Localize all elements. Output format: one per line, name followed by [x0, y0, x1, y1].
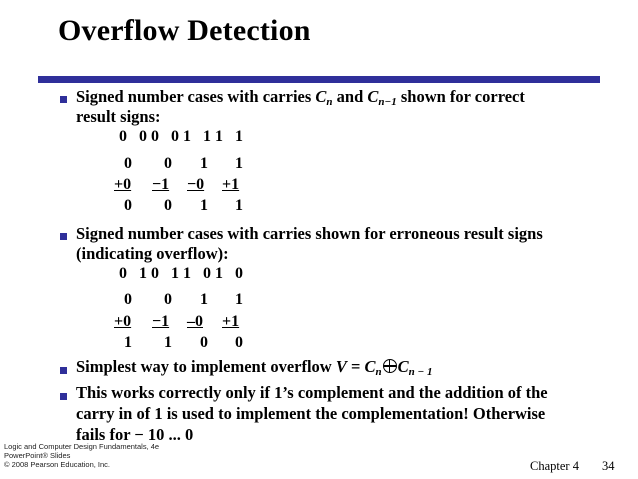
b1-r1-c1: 0: [124, 155, 132, 172]
bullet1-and: and: [332, 87, 368, 106]
b2-r3-c2: 1: [164, 334, 172, 351]
bullet-icon: [60, 96, 67, 103]
bullet1-c2: C: [367, 87, 379, 106]
b2-r1-c4: 1: [235, 291, 243, 308]
b1-r2-c4: +1: [222, 176, 240, 193]
title-divider: [38, 76, 600, 83]
b1-r3-c2: 0: [164, 197, 172, 214]
bullet1-c: C: [315, 87, 327, 106]
bullet3-v: V: [335, 357, 347, 376]
b2-r1-c3: 1: [200, 291, 208, 308]
bullet3-sub-n: n: [375, 366, 382, 378]
bullet-icon: [60, 233, 67, 240]
b1-r1-c4: 1: [235, 155, 243, 172]
footer-logo-line: PowerPoint® Slides: [4, 451, 71, 460]
bullet3-text: Simplest way to implement overflow: [76, 357, 336, 376]
b2-r2-c4: +1: [222, 313, 240, 330]
b1-r2-c2: −1: [152, 176, 170, 193]
bullet1-sub-n1: n−1: [378, 96, 397, 108]
footer-publisher-text: [4, 442, 159, 469]
b2-r3-c1: 1: [124, 334, 132, 351]
b2-r2-c1: +0: [114, 313, 132, 330]
xor-icon: [383, 359, 397, 373]
slide-title: Overflow Detection: [58, 14, 311, 47]
bullet2-line1: Signed number cases with carries shown for erroneous result signs: [76, 224, 543, 243]
bullet-icon: [60, 367, 67, 374]
bullet2-carries: 0 1 0 1 1 0 1 0: [119, 265, 243, 282]
bullet-icon: [60, 393, 67, 400]
b2-r2-c2: −1: [152, 313, 170, 330]
b2-r1-c1: 0: [124, 291, 132, 308]
bullet3-c: C: [364, 357, 376, 376]
b2-r3-c4: 0: [235, 334, 243, 351]
footer-chapter: Chapter 4: [530, 459, 579, 473]
bullet1-line2: result signs:: [76, 107, 161, 126]
bullet4-line3: fails for − 10 ... 0: [76, 425, 194, 444]
bullet3-line: [76, 357, 432, 378]
bullet1-carries: 0 0 0 0 1 1 1 1: [119, 128, 243, 145]
bullet3-eq: =: [346, 357, 365, 376]
b2-r2-c3: –0: [187, 313, 203, 330]
bullet2-line2: (indicating overflow):: [76, 244, 229, 263]
footer-logo-line: Logic and Computer Design Fundamentals, 4e: [4, 442, 160, 451]
bullet1-line1: [76, 87, 525, 108]
b1-r3-c3: 1: [200, 197, 208, 214]
bullet4-line2: carry in of 1 is used to implement the complementation! Otherwise: [76, 404, 546, 423]
footer-logo-line: © 2008 Pearson Education, Inc.: [4, 460, 111, 469]
b1-r1-c3: 1: [200, 155, 208, 172]
bullet1-text-a: Signed number cases with carries: [76, 87, 316, 106]
footer-page-number: 34: [602, 459, 615, 473]
bullet3-c2: C: [397, 357, 409, 376]
bullet1-sub-n: n: [326, 96, 333, 108]
bullet4-line1: This works correctly only if 1’s complement and the addition of the: [76, 383, 548, 402]
b1-r3-c4: 1: [235, 197, 243, 214]
b1-r2-c3: −0: [187, 176, 205, 193]
b1-r2-c1: +0: [114, 176, 132, 193]
b1-r3-c1: 0: [124, 197, 132, 214]
b1-r1-c2: 0: [164, 155, 172, 172]
b2-r3-c3: 0: [200, 334, 208, 351]
bullet1-text-b: shown for correct: [396, 87, 525, 106]
bullet3-sub-n1: n − 1: [408, 366, 433, 378]
b2-r1-c2: 0: [164, 291, 172, 308]
